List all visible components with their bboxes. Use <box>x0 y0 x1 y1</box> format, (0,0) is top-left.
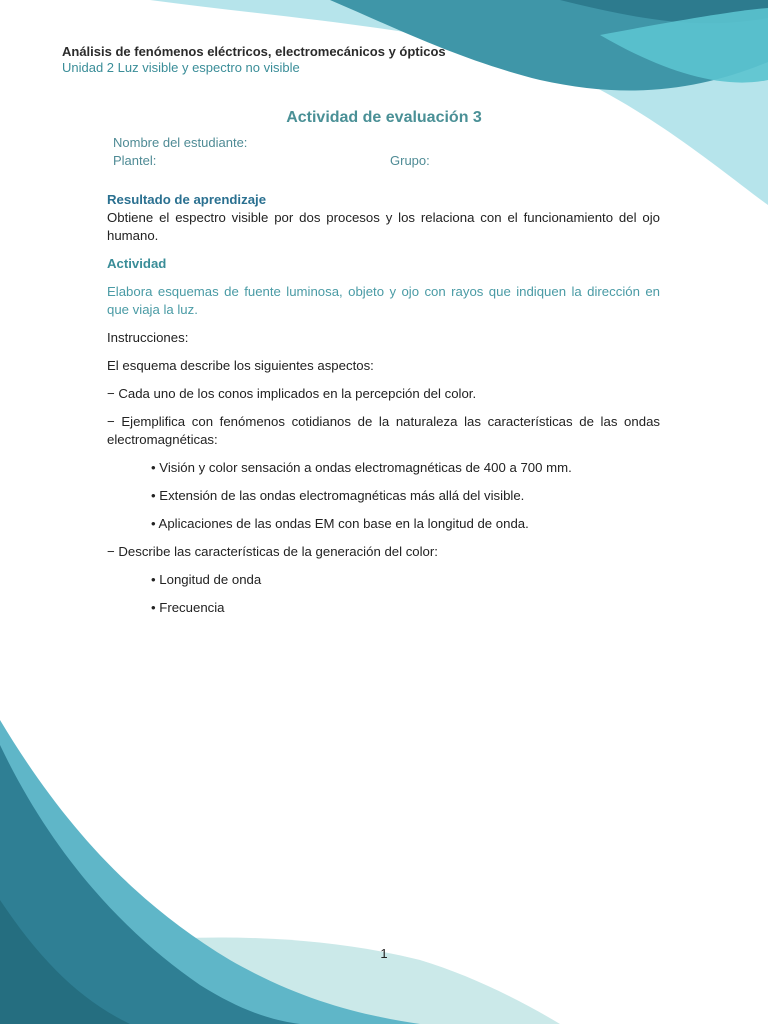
instructions-label: Instrucciones: <box>107 330 189 345</box>
bullet-item: • Extensión de las ondas electromagnéticas más allá del visible. <box>151 488 525 503</box>
learning-result-heading: Resultado de aprendizaje <box>107 192 267 207</box>
page-number: 1 <box>380 946 388 961</box>
campus-field: Plantel: <box>113 153 157 168</box>
instructions-intro: El esquema describe los siguientes aspectos: <box>107 358 374 373</box>
course-title: Análisis de fenómenos eléctricos, electromecánicos y ópticos <box>62 44 446 59</box>
student-name-field: Nombre del estudiante: <box>113 135 248 150</box>
instruction-item: − Cada uno de los conos implicados en la percepción del color. <box>107 386 477 401</box>
bullet-item: • Aplicaciones de las ondas EM con base en la longitud de onda. <box>151 516 529 531</box>
document-body <box>107 191 660 617</box>
bullet-item: • Frecuencia <box>151 600 225 615</box>
instruction-item: − Describe las características de la generación del color: <box>107 544 438 559</box>
instruction-item: − Ejemplifica con fenómenos cotidianos de la naturaleza las características de las ondas electromagnéticas: <box>107 414 660 447</box>
unit-title: Unidad 2 Luz visible y espectro no visible <box>62 60 300 75</box>
activity-heading: Actividad <box>107 256 167 271</box>
bullet-item: • Visión y color sensación a ondas electromagnéticas de 400 a 700 mm. <box>151 460 572 475</box>
activity-text: Elabora esquemas de fuente luminosa, objeto y ojo con rayos que indiquen la dirección en que viaja la luz. <box>107 284 660 317</box>
learning-result-text: Obtiene el espectro visible por dos procesos y los relaciona con el funcionamiento del ojo humano. <box>107 210 660 243</box>
bullet-item: • Longitud de onda <box>151 572 262 587</box>
group-field: Grupo: <box>390 153 430 168</box>
page-title: Actividad de evaluación 3 <box>286 109 482 126</box>
document-header <box>62 44 622 76</box>
